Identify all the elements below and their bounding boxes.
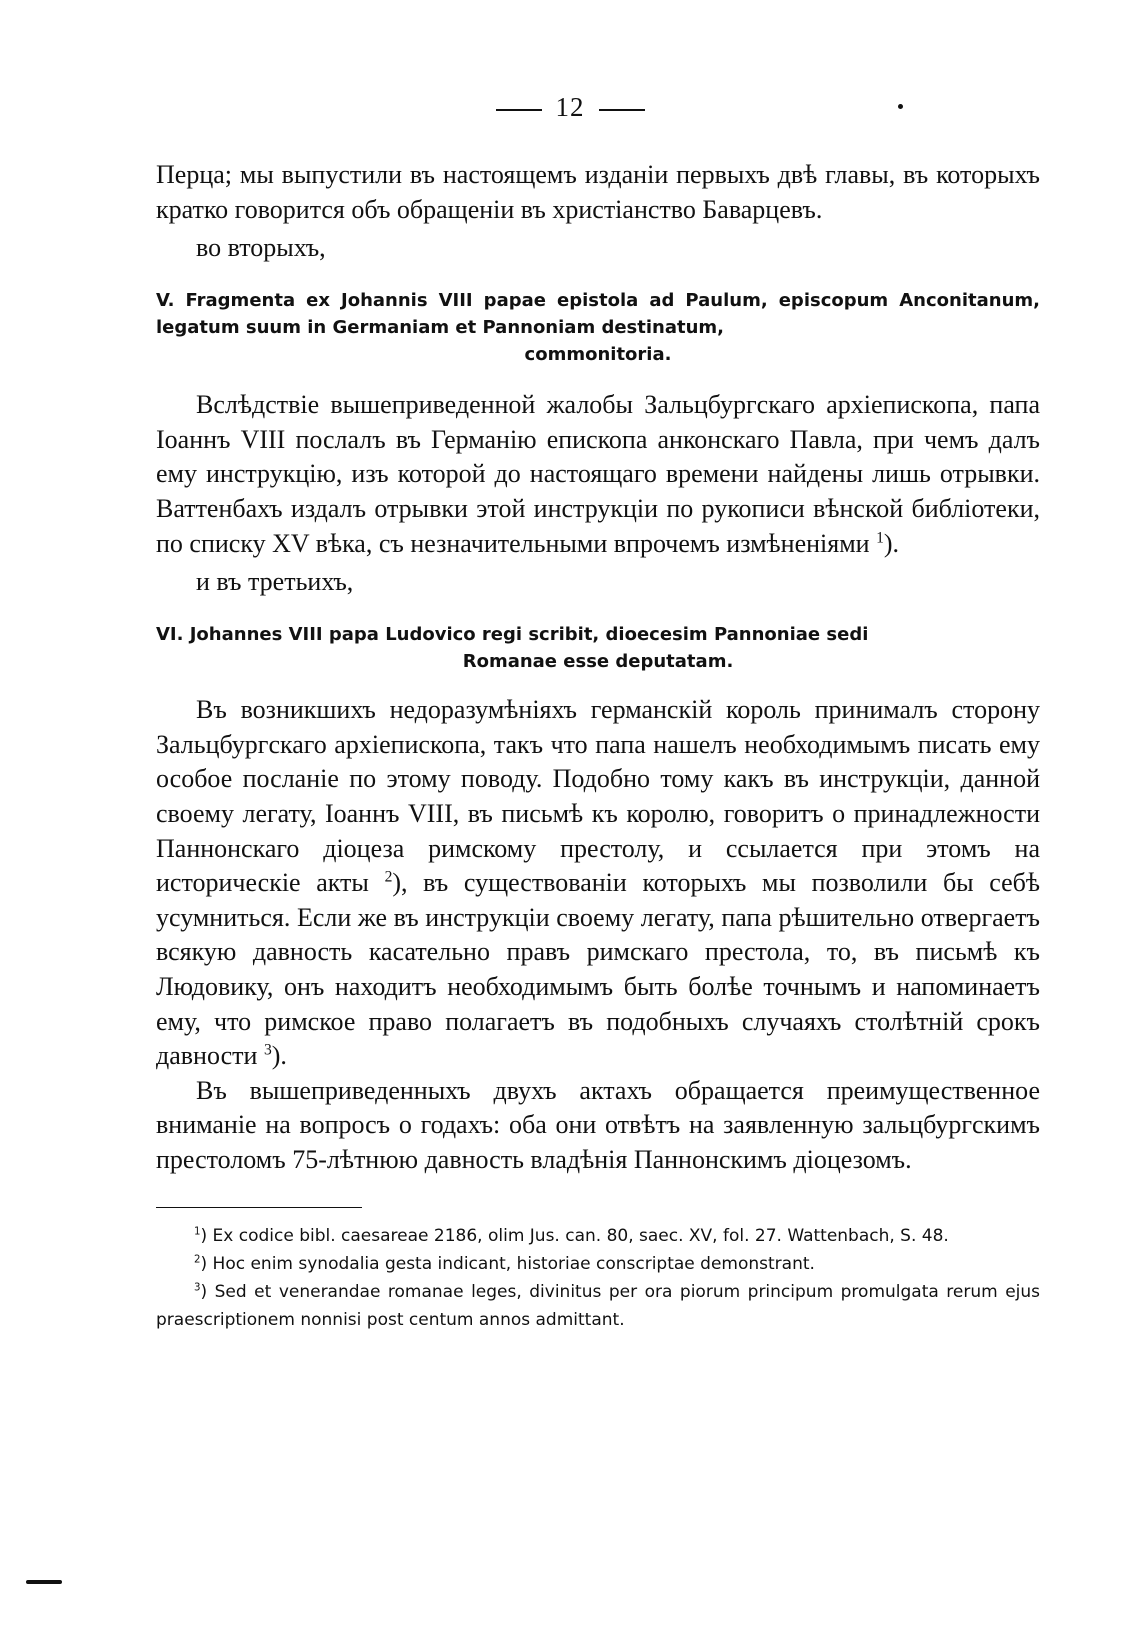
footnote-1-marker: 1 xyxy=(194,1226,201,1238)
footnote-3-marker: 3 xyxy=(194,1282,201,1294)
footnote-1-close: ) xyxy=(200,1226,208,1247)
footnote-2-marker: 2 xyxy=(194,1254,201,1266)
footnote-1 xyxy=(156,1222,1040,1250)
page-content xyxy=(156,158,1040,1334)
footnote-1-text: Ex codice bibl. caesareae 2186, olim Jus. can. 80, saec. XV, fol. 27. Wattenbach, S. 48. xyxy=(212,1226,949,1247)
footnote-ref-1: 1 xyxy=(876,528,884,546)
paragraph-4: Въ вышеприведенныхъ двухъ актахъ обращается преимущественное вниманіе на вопросъ о годахъ: оба они отвѣтъ на заявленную зальцбургскимъ престоломъ 75-лѣтнюю давность владѣнія Паннонскимъ діоцезомъ. xyxy=(156,1075,1040,1174)
footnote-ref-2: 2 xyxy=(384,868,393,886)
footnote-3 xyxy=(156,1278,1040,1334)
lead-in-second: во вторыхъ, xyxy=(196,233,326,263)
page-number-dash-left xyxy=(496,109,542,111)
footnote-2-close: ) xyxy=(200,1254,208,1275)
footnote-2-text: Hoc enim synodalia gesta indicant, historiae conscriptae demonstrant. xyxy=(212,1254,815,1275)
footnote-ref-3: 3 xyxy=(263,1041,272,1059)
paragraph-3-text-b: ), въ существованіи которыхъ мы позволили бы себѣ усумниться. Если же въ инструкціи своему легату, папа рѣшительно отвергаетъ всякую давность касательно правъ римскаго престола, то, въ письмѣ къ Людовику, онъ находитъ необходимымъ быть болѣе точнымъ и напоминаетъ ему, что римское право полагаетъ въ подобныхъ случаяхъ столѣтній срокъ давности xyxy=(156,868,1041,1071)
paragraph-3 xyxy=(156,693,1040,1074)
page-number xyxy=(0,92,1140,123)
footnote-3-close: ) xyxy=(200,1282,208,1303)
paragraph-2-text: Вслѣдствіе вышеприведенной жалобы Зальцбургскаго архіепископа, папа Іоаннъ VIII послалъ въ Германію епископа анконскаго Павла, при чемъ далъ ему инструкцію, изъ которой до настоящаго времени найдены лишь отрывки. Ваттенбахъ издалъ отрывки этой инструкціи по рукописи вѣнской библіотеки, по списку XV вѣка, съ незначительными впрочемъ измѣненіями xyxy=(156,390,1040,558)
paragraph-1: Перца; мы выпустили въ настоящемъ изданіи первыхъ двѣ главы, въ которыхъ кратко говорится объ обращеніи въ христіанство Баварцевъ. xyxy=(156,160,1040,224)
footnote-2 xyxy=(156,1250,1040,1278)
paragraph-3-end: ). xyxy=(271,1041,287,1071)
section-heading-v xyxy=(156,287,1040,368)
margin-mark xyxy=(26,1580,62,1584)
footnotes xyxy=(156,1222,1040,1334)
section-heading-v-text: V. Fragmenta ex Johannis VIII papae epistola ad Paulum, episcopum Anconitanum, legatum suum in Germaniam et Pannoniam destinatum, xyxy=(156,290,1040,339)
paragraph-2 xyxy=(156,388,1040,561)
section-heading-vi xyxy=(156,621,1040,675)
section-heading-vi-tail: Romanae esse deputatam. xyxy=(462,651,734,673)
page-number-dash-right xyxy=(599,109,645,111)
section-heading-vi-text: VI. Johannes VIII papa Ludovico regi scribit, dioecesim Pannoniae sedi xyxy=(156,624,869,646)
margin-dot xyxy=(898,104,903,109)
footnote-rule xyxy=(156,1207,362,1208)
paragraph-3-text-a: Въ возникшихъ недоразумѣніяхъ германскій король принималъ сторону Зальцбургскаго архіепископа, такъ что папа нашелъ необходимымъ писать ему особое посланіе по этому поводу. Подобно тому какъ въ инструкціи, данной своему легату, Іоаннъ VIII, въ письмѣ къ королю, говоритъ о принадлежности Паннонскаго діоцеза римскому престолу, и ссылается при этомъ на историческіе акты xyxy=(156,695,1040,898)
section-heading-v-tail: commonitoria. xyxy=(524,344,672,366)
footnote-3-text: Sed et venerandae romanae leges, divinitus per ora piorum principum promulgata rerum ejus praescriptionem nonnisi post centum annos admittant. xyxy=(156,1282,1041,1331)
page-number-value: 12 xyxy=(555,92,585,122)
lead-in-third: и въ третьихъ, xyxy=(196,567,354,597)
paragraph-2-end: ). xyxy=(883,528,900,558)
